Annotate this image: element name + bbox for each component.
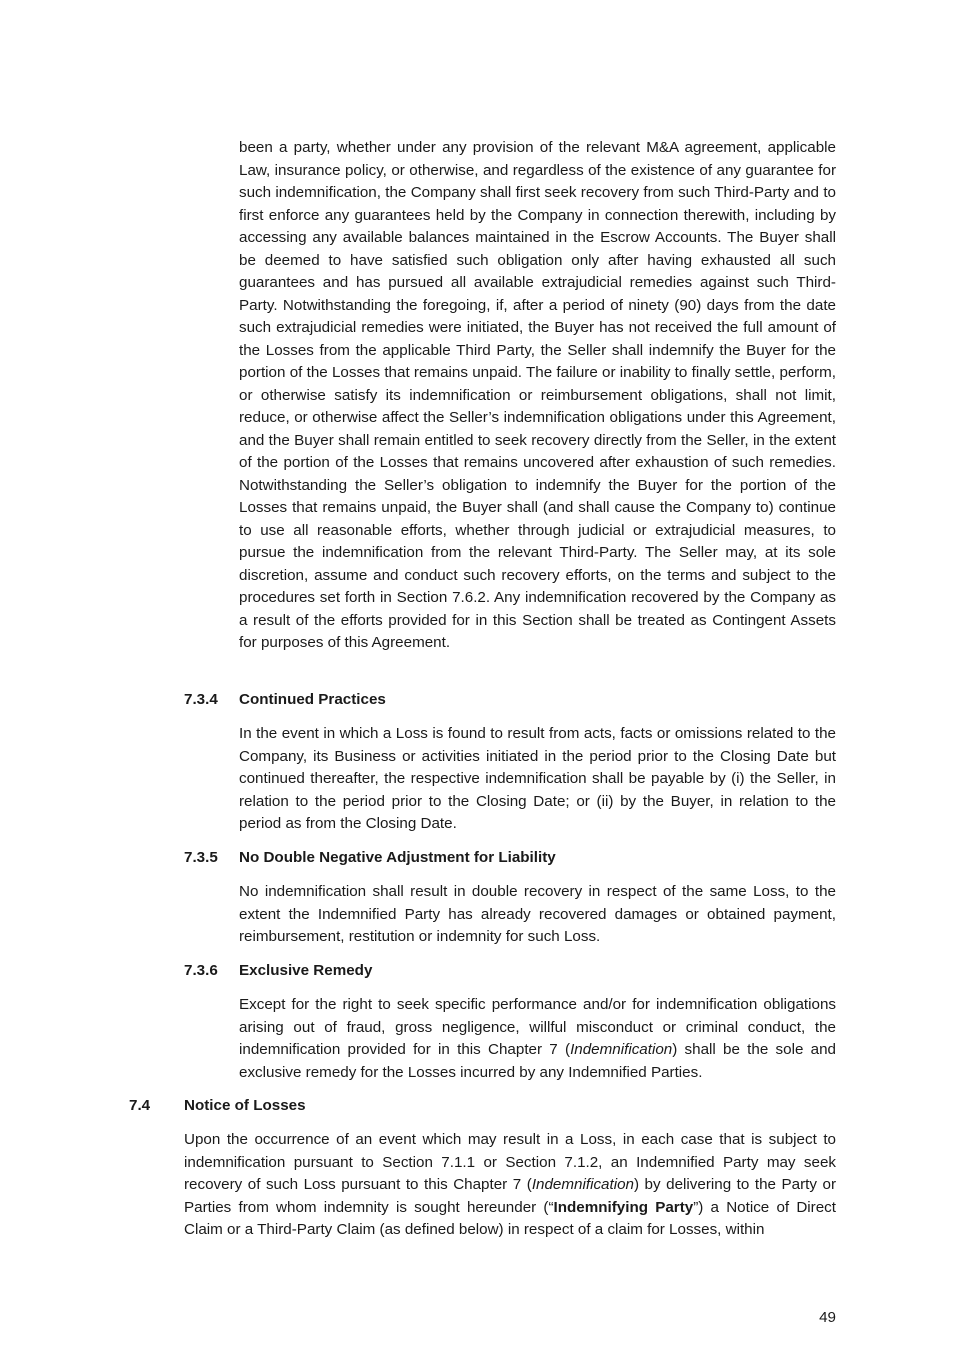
page-number: 49	[819, 1309, 836, 1326]
section-7-3-6-body	[239, 994, 836, 1084]
carryover-paragraph: been a party, whether under any provision of the relevant M&A agreement, applicable Law, insurance policy, or otherwise, and regardless of the existence of any guarantee for such indemnification, the Company shall first seek recovery from such Third-Party and to first enforce any guarantees held by the Company in connection therewith, including by accessing any available balances maintained in the Escrow Accounts. The Buyer shall be deemed to have satisfied such obligation only after having exhausted all such guarantees and has pursued all available extrajudicial remedies against such Third-Party. Notwithstanding the foregoing, if, after a period of ninety (90) days from the date such extrajudicial remedies were initiated, the Buyer has not received the full amount of the Losses from the applicable Third Party, the Seller shall indemnify the Buyer for the portion of the Losses that remains unpaid. The failure or inability to finally settle, perform, or otherwise satisfy its indemnification or reimbursement obligations, shall not limit, reduce, or otherwise affect the Seller’s indemnification obligations under this Agreement, and the Buyer shall remain entitled to seek recovery directly from the Seller, in the extent of the portion of the Losses that remains uncovered after exhaustion of such remedies. Notwithstanding the Seller’s obligation to indemnify the Buyer for the portion of the Losses that remains unpaid, the Buyer shall (and shall cause the Company to) continue to use all reasonable efforts, whether through judicial or extrajudicial measures, to pursue the indemnification from the relevant Third-Party. The Seller may, at its sole discretion, assume and conduct such recovery efforts, on the terms and subject to the procedures set forth in Section 7.6.2. Any indemnification recovered by the Company as a result of the efforts provided for in this Section shall be treated as Contingent Assets for purposes of this Agreement.	[239, 139, 836, 651]
section-number: 7.3.4	[184, 691, 218, 708]
section-7-3-4-body: In the event in which a Loss is found to result from acts, facts or omissions related to the Company, its Business or activities initiated in the period prior to the Closing Date but continued thereafter, the respective indemnification shall be payable by (i) the Seller, in relation to the period prior to the Closing Date; or (ii) by the Buyer, in relation to the period as from the Closing Date.	[239, 725, 836, 832]
text-run: ”) a Notice of Direct Claim or a Third-Party Claim (as defined below) in respect of a claim for Losses, within	[184, 1198, 836, 1238]
section-title: Notice of Losses	[184, 1097, 306, 1114]
text-run: ) by delivering to the Party or Parties from whom indemnity is sought hereunder (“	[184, 1176, 837, 1216]
defined-term: Indemnifying Party	[553, 1198, 694, 1216]
italic-term: Indemnification	[570, 1041, 673, 1058]
section-number: 7.3.6	[184, 962, 218, 979]
italic-term: Indemnification	[531, 1176, 634, 1193]
text-run: Upon the occurrence of an event which may result in a Loss, in each case that is subject to indemnification pursuant to Section 7.1.1 or Section 7.1.2, an Indemnified Party may seek recovery of such Loss pursuant to this Chapter 7 (	[184, 1131, 836, 1193]
section-7-3-5-body: No indemnification shall result in double recovery in respect of the same Loss, to the extent the Indemnified Party has already recovered damages or obtained payment, reimbursement, restitution or indemnity for such Loss.	[239, 883, 836, 945]
section-7-4-body	[184, 1129, 836, 1242]
section-number: 7.4	[129, 1097, 151, 1114]
section-number: 7.3.5	[184, 849, 218, 866]
section-title: Continued Practices	[239, 691, 386, 708]
text-run: ) shall be the sole and exclusive remedy for the Losses incurred by any Indemnified Parties.	[239, 1041, 836, 1081]
section-title: Exclusive Remedy	[239, 962, 373, 979]
text-run: Except for the right to seek specific performance and/or for indemnification obligations arising out of fraud, gross negligence, willful misconduct or criminal conduct, the indemnification provided for in this Chapter 7 (	[239, 996, 836, 1058]
section-title: No Double Negative Adjustment for Liability	[239, 849, 556, 866]
